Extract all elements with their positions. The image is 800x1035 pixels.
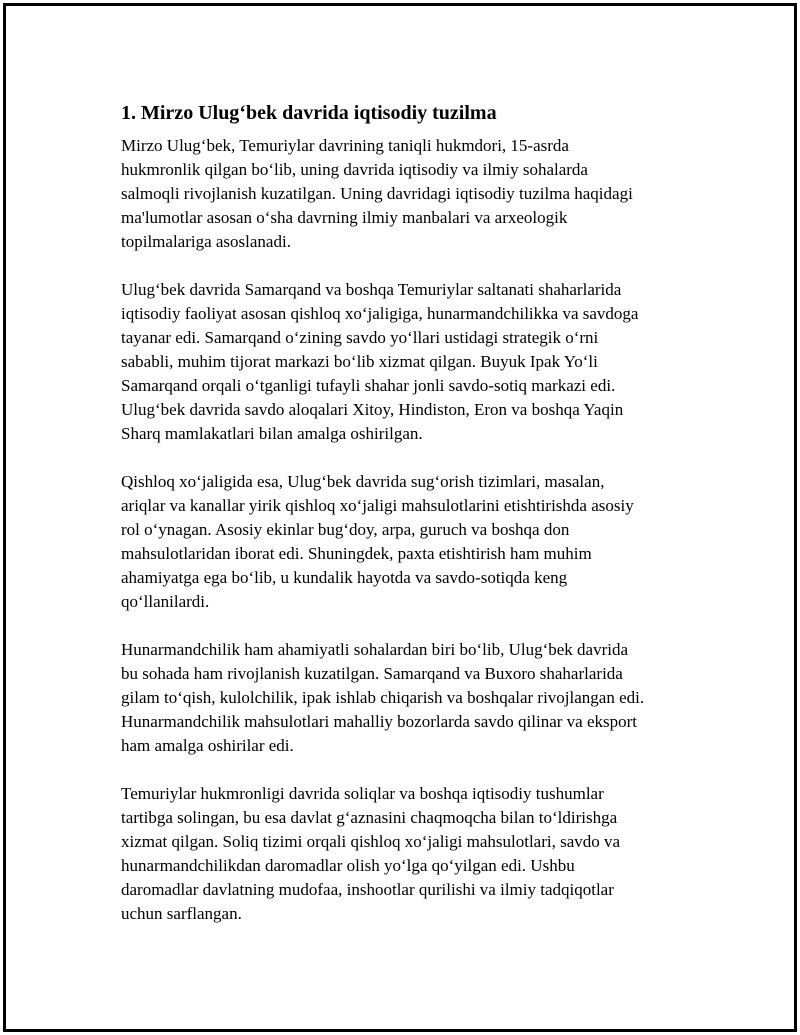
paragraph-trade: Ulug‘bek davrida Samarqand va boshqa Temuriylar saltanati shaharlarida iqtisodiy faoliyat asosan qishloq xo‘jaligiga, hunarmandchilikka va savdoga tayanar edi. Samarqand o‘zining savdo yo‘llari ustidagi strategik o‘rni sababli, muhim tijorat markazi bo‘lib xizmat qilgan. Buyuk Ipak Yo‘li Samarqand orqali o‘tganligi tufayli shahar jonli savdo-sotiq markazi edi. Ulug‘bek davrida savdo aloqalari Xitoy, Hindiston, Eron va boshqa Yaqin Sharq mamlakatlari bilan amalga oshirilgan. [121,280,639,443]
paragraph-agriculture: Qishloq xo‘jaligida esa, Ulug‘bek davrida sug‘orish tizimlari, masalan, ariqlar va kanallar yirik qishloq xo‘jaligi mahsulotlarini etishtirishda asosiy rol o‘ynagan. Asosiy ekinlar bug‘doy, arpa, guruch va boshqa don mahsulotlaridan iborat edi. Shuningdek, paxta etishtirish ham muhim ahamiyatga ega bo‘lib, u kundalik hayotda va savdo-sotiqda keng qo‘llanilardi. [121,472,634,611]
document-title: 1. Mirzo Ulug‘bek davrida iqtisodiy tuzilma [121,102,497,124]
page-border [3,3,797,1032]
document-body [121,100,701,950]
paragraph-intro: Mirzo Ulug‘bek, Temuriylar davrining taniqli hukmdori, 15-asrda hukmronlik qilgan bo‘lib, uning davrida iqtisodiy va ilmiy sohalarda salmoqli rivojlanish kuzatilgan. Uning davridagi iqtisodiy tuzilma haqidagi ma'lumotlar asosan o‘sha davrning ilmiy manbalari va arxeologik topilmalariga asoslanadi. [121,136,633,251]
paragraph-taxes: Temuriylar hukmronligi davrida soliqlar va boshqa iqtisodiy tushumlar tartibga solingan, bu esa davlat g‘aznasini chaqmoqcha bilan to‘ldirishga xizmat qilgan. Soliq tizimi orqali qishloq xo‘jaligi mahsulotlari, savdo va hunarmandchilikdan daromadlar olish yo‘lga qo‘yilgan edi. Ushbu daromadlar davlatning mudofaa, inshootlar qurilishi va ilmiy tadqiqotlar uchun sarflangan. [121,784,621,923]
paragraph-crafts: Hunarmandchilik ham ahamiyatli sohalardan biri bo‘lib, Ulug‘bek davrida bu sohada ham rivojlanish kuzatilgan. Samarqand va Buxoro shaharlarida gilam to‘qish, kulolchilik, ipak ishlab chiqarish va boshqalar rivojlangan edi. Hunarmandchilik mahsulotlari mahalliy bozorlarda savdo qilinar va eksport ham amalga oshirilar edi. [121,640,645,755]
